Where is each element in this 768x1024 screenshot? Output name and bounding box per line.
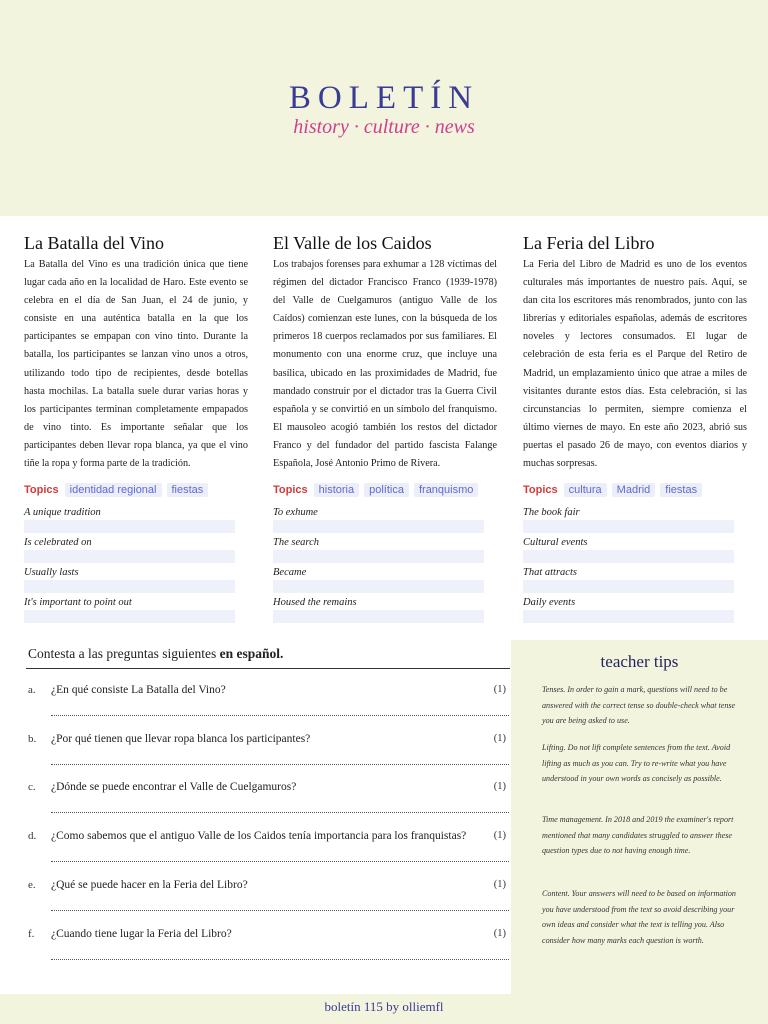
- topic-tag[interactable]: franquismo: [414, 483, 478, 497]
- vocab-prompt: Cultural events: [523, 537, 588, 548]
- question-letter: b.: [28, 733, 37, 745]
- vocab-list: [273, 502, 484, 622]
- answer-line[interactable]: [51, 799, 509, 813]
- topic-tag[interactable]: Madrid: [612, 483, 656, 497]
- page-title: BOLETÍN: [288, 80, 480, 116]
- tip-content: Content. Your answers will need to be based on information you have understood from the text so avoid describing your own ideas and consider what the text is telling you. Also consider how many marks each question is worth.: [542, 889, 736, 945]
- vocab-prompt: A unique tradition: [24, 507, 101, 518]
- question-letter: a.: [28, 684, 36, 696]
- vocab-prompt: It's important to point out: [24, 597, 132, 608]
- question-marks: (1): [493, 928, 506, 939]
- question-text: ¿En qué consiste La Batalla del Vino?: [51, 684, 226, 696]
- topic-tag[interactable]: identidad regional: [65, 483, 162, 497]
- questions-intro-bold: en español.: [219, 646, 284, 661]
- question-item: [28, 879, 512, 928]
- vocab-item: [523, 502, 734, 532]
- question-item: [28, 733, 512, 782]
- question-item: [28, 684, 512, 733]
- vocab-item: [273, 562, 484, 592]
- answer-line[interactable]: [51, 897, 509, 911]
- vocab-prompt: Housed the remains: [273, 597, 357, 608]
- topics-label: Topics: [273, 484, 308, 496]
- vocab-list: [24, 502, 235, 622]
- vocab-item: [24, 592, 235, 622]
- questions-intro: Contesta a las preguntas siguientes: [28, 646, 220, 661]
- article-body: Los trabajos forenses para exhumar a 128 víctimas del régimen del dictador Francisco Franco (1939-1978) del Valle de Cuelgamuros (antiguo Valle de los Caídos) comienzan este lunes, con la búsqueda de los primeros 18 cuerpos reclamados por sus familiares. El monumento con una enorme cruz, que incluye una basílica, ubicado en las proximidades de Madrid, fue mandado construir por el dictador tras la Guerra Civil española y se convirtió en un símbolo del franquismo. El mausoleo acogió también los restos del dictador Franco y del fundador del partido fascista Falange Española, José Antonio Primo de Rivera.: [273, 259, 497, 470]
- question-item: [28, 928, 512, 977]
- vocab-prompt: Became: [273, 567, 307, 578]
- questions-divider: [26, 668, 510, 669]
- vocab-answer-field[interactable]: [24, 610, 235, 623]
- vocab-answer-field[interactable]: [273, 610, 484, 623]
- question-text: ¿Cuando tiene lugar la Feria del Libro?: [51, 928, 232, 940]
- vocab-item: [523, 562, 734, 592]
- topics-label: Topics: [523, 484, 558, 496]
- vocab-item: [24, 532, 235, 562]
- article-heading: El Valle de los Caidos: [273, 233, 432, 253]
- vocab-prompt: The search: [273, 537, 319, 548]
- tip-lifting: Lifting. Do not lift complete sentences from the text. Avoid lifting as much as you can. Try to re-write what you have understood in your own words as concisely as possible.: [542, 743, 731, 783]
- topic-tag[interactable]: política: [364, 483, 409, 497]
- article-body: La Feria del Libro de Madrid es uno de los eventos culturales más importantes de nuestro país. Aquí, se dan cita los escritores más renombrados, junto con las librerías y editoriales españolas, además de escritores noveles y lectores consumados. El lugar de celebración de esta feria es el Parque del Retiro de Madrid, un emplazamiento único que atrae a miles de visitantes durante estos días. Esta celebración, si las circunstancias lo permiten, siempre comienza el último viernes de mayo. En este año 2023, abrió sus puertas el pasado 26 de mayo, con eventos diarios y muchas sorpresas.: [523, 259, 747, 470]
- question-text: ¿Como sabemos que el antiguo Valle de los Caidos tenía importancia para los franquistas?: [51, 830, 467, 842]
- article-valle-de-los-caidos: [273, 230, 497, 622]
- question-marks: (1): [493, 830, 506, 841]
- vocab-prompt: Is celebrated on: [24, 537, 92, 548]
- question-marks: (1): [493, 684, 506, 695]
- answer-line[interactable]: [51, 946, 509, 960]
- tip-time-management: Time management. In 2018 and 2019 the examiner's report mentioned that many candidates struggled to answer these question types due to not having enough time.: [542, 815, 734, 855]
- vocab-item: [273, 502, 484, 532]
- vocab-prompt: To exhume: [273, 507, 318, 518]
- question-text: ¿Dónde se puede encontrar el Valle de Cuelgamuros?: [51, 781, 297, 793]
- question-letter: c.: [28, 781, 36, 793]
- question-item: [28, 830, 512, 879]
- question-letter: d.: [28, 830, 37, 842]
- question-text: ¿Qué se puede hacer en la Feria del Libro?: [51, 879, 248, 891]
- topic-tag[interactable]: fiestas: [660, 483, 702, 497]
- article-batalla-del-vino: [24, 230, 248, 622]
- topics-row: [523, 482, 747, 498]
- question-letter: e.: [28, 879, 36, 891]
- header-banner: [0, 0, 768, 216]
- article-body: La Batalla del Vino es una tradición única que tiene lugar cada año en la localidad de Haro. Este evento se celebra en el día de San Juan, el 24 de junio, y consiste en una auténtica batalla en la que los participantes se empapan con vino tinto. Durante la batalla, los participantes se lanzan vino unos a otros, utilizando todo tipo de recipientes, desde botellas hasta mochilas. La batalla suele durar varias horas y los participantes terminan completamente empapados de vino tinto. Es importante señalar que los participantes deben llevar ropa blanca, ya que el vino tiñe la ropa y forma parte de la tradición.: [24, 259, 248, 470]
- answer-line[interactable]: [51, 751, 509, 765]
- article-feria-del-libro: [523, 230, 747, 622]
- vocab-item: [24, 562, 235, 592]
- topics-row: [273, 482, 497, 498]
- vocab-prompt: That attracts: [523, 567, 577, 578]
- vocab-answer-field[interactable]: [523, 610, 734, 623]
- tip-tenses: Tenses. In order to gain a mark, questions will need to be answered with the correct tense so double-check what tense you are being asked to use.: [542, 685, 736, 725]
- question-marks: (1): [493, 879, 506, 890]
- questions-heading: [28, 646, 283, 662]
- answer-line[interactable]: [51, 702, 509, 716]
- question-marks: (1): [493, 733, 506, 744]
- question-item: [28, 781, 512, 830]
- vocab-list: [523, 502, 734, 622]
- answer-line[interactable]: [51, 848, 509, 862]
- vocab-item: [523, 532, 734, 562]
- vocab-item: [273, 592, 484, 622]
- teacher-tips-panel: [511, 640, 768, 994]
- tips-title: teacher tips: [600, 652, 679, 671]
- question-marks: (1): [493, 781, 506, 792]
- article-heading: La Feria del Libro: [523, 233, 655, 253]
- question-text: ¿Por qué tienen que llevar ropa blanca los participantes?: [51, 733, 311, 745]
- topic-tag[interactable]: historia: [314, 483, 359, 497]
- article-heading: La Batalla del Vino: [24, 233, 165, 253]
- vocab-item: [523, 592, 734, 622]
- page-subtitle: history · culture · news: [293, 116, 475, 138]
- vocab-item: [273, 532, 484, 562]
- topics-row: [24, 482, 248, 498]
- topic-tag[interactable]: fiestas: [167, 483, 209, 497]
- vocab-prompt: Daily events: [523, 597, 576, 608]
- vocab-prompt: The book fair: [523, 507, 580, 518]
- question-letter: f.: [28, 928, 35, 940]
- footer: boletín 115 by olliemfl: [0, 994, 768, 1024]
- vocab-item: [24, 502, 235, 532]
- topics-label: Topics: [24, 484, 59, 496]
- topic-tag[interactable]: cultura: [564, 483, 607, 497]
- vocab-prompt: Usually lasts: [24, 567, 79, 578]
